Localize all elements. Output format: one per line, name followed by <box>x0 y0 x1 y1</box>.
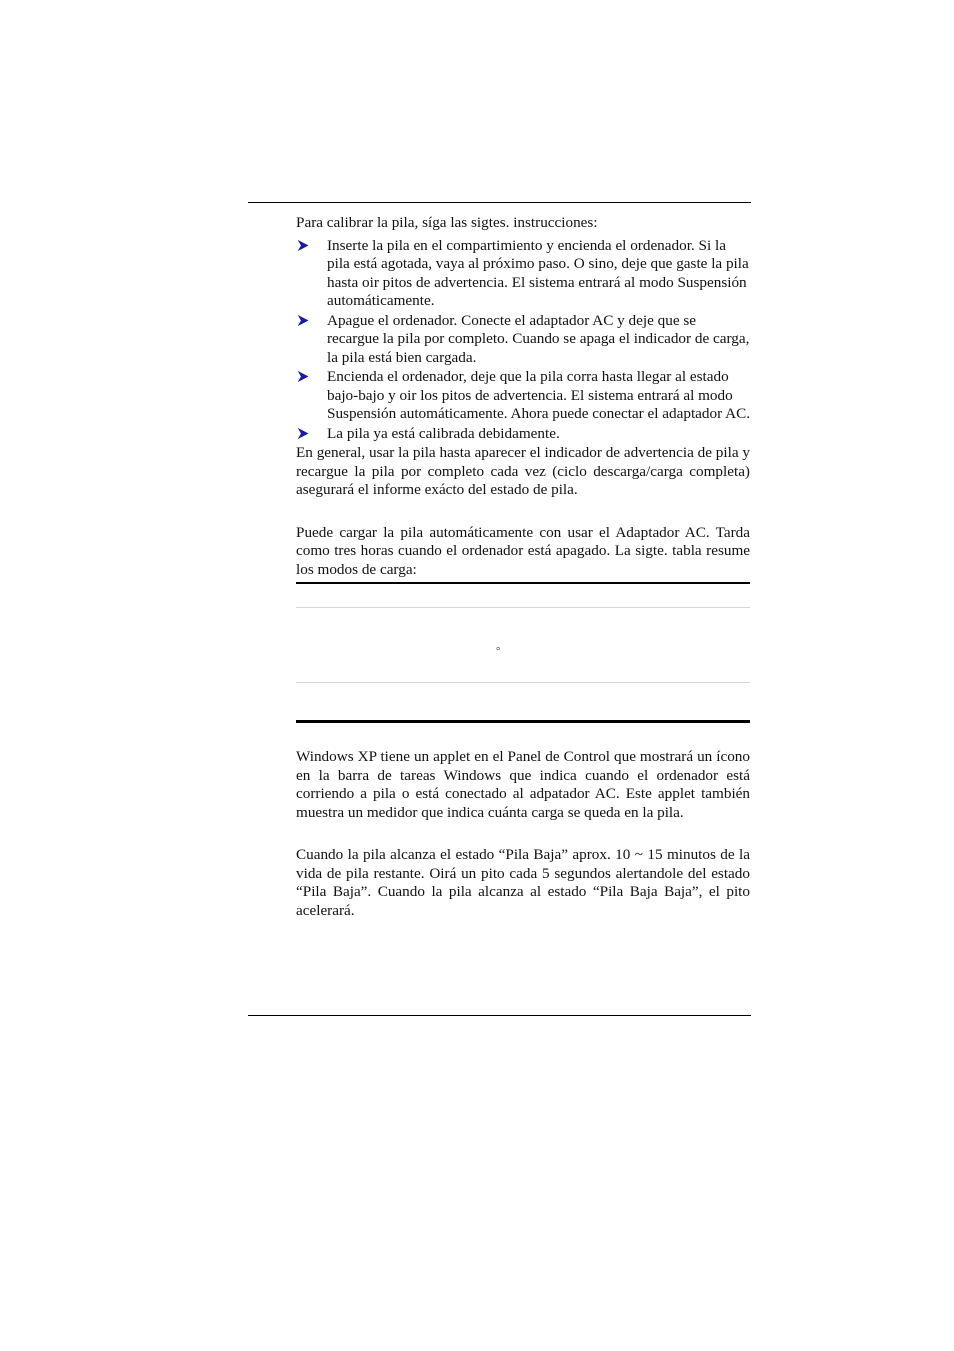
page-content <box>296 214 750 920</box>
list-item <box>296 368 750 424</box>
degree-mark: ° <box>496 645 501 657</box>
low-battery-paragraph: Cuando la pila alcanza el estado “Pila Baja” aprox. 10 ~ 15 minutos de la vida de pila restante. Oirá un pito cada 5 segundos alertandole del estado “Pila Baja”. Cuando la pila alcanza al estado “Pila Baja Baja”, el pito acelerará. <box>296 846 750 919</box>
list-item <box>296 237 750 311</box>
list-item <box>296 312 750 368</box>
general-usage-paragraph: En general, usar la pila hasta aparecer el indicador de advertencia de pila y recargue la pila por completo cada vez (ciclo descarga/carga completa) asegurará el informe exácto del estado de pila. <box>296 444 750 498</box>
arrowhead-bullet-icon <box>296 427 309 440</box>
step-text: Encienda el ordenador, deje que la pila corra hasta llegar al estado bajo-bajo y oir los pitos de advertencia. El sistema entrará al modo Suspensión automáticamente. Ahora puede conectar el adaptador AC. <box>327 368 751 422</box>
step-text: Inserte la pila en el compartimiento y encienda el ordenador. Si la pila está agotada, vaya al próximo paso. O sino, deje que gaste la pila hasta oir pitos de advertencia. El sistema entrará al modo Suspensión automáticamente. <box>327 236 749 309</box>
table-header-divider <box>296 607 750 608</box>
table-row-divider <box>296 682 750 683</box>
arrowhead-bullet-icon <box>296 314 309 327</box>
header-rule <box>248 202 751 203</box>
calibration-steps-list <box>296 237 750 444</box>
step-text: Apague el ordenador. Conecte el adaptador AC y deje que se recargue la pila por completo. Cuando se apaga el indicador de carga, la pila está bien cargada. <box>327 311 750 366</box>
list-item <box>296 425 750 444</box>
table-bottom-rule <box>296 720 750 723</box>
charging-paragraph: Puede cargar la pila automáticamente con usar el Adaptador AC. Tarda como tres horas cuando el ordenador está apagado. La sigte. tabla resume los modos de carga: <box>296 523 750 578</box>
step-text: La pila ya está calibrada debidamente. <box>327 424 560 442</box>
calibration-intro: Para calibrar la pila, síga las sigtes. instrucciones: <box>296 214 598 231</box>
windows-applet-paragraph: Windows XP tiene un applet en el Panel de Control que mostrará un ícono en la barra de tareas Windows que indica cuando el ordenador está corriendo a pila o está conectado al adpatador AC. Este applet también muestra un medidor que indica cuánta carga se queda en la pila. <box>296 748 750 821</box>
charging-modes-table <box>296 582 750 724</box>
table-top-rule <box>296 582 750 584</box>
arrowhead-bullet-icon <box>296 239 309 252</box>
footer-rule <box>248 1015 751 1016</box>
arrowhead-bullet-icon <box>296 370 309 383</box>
